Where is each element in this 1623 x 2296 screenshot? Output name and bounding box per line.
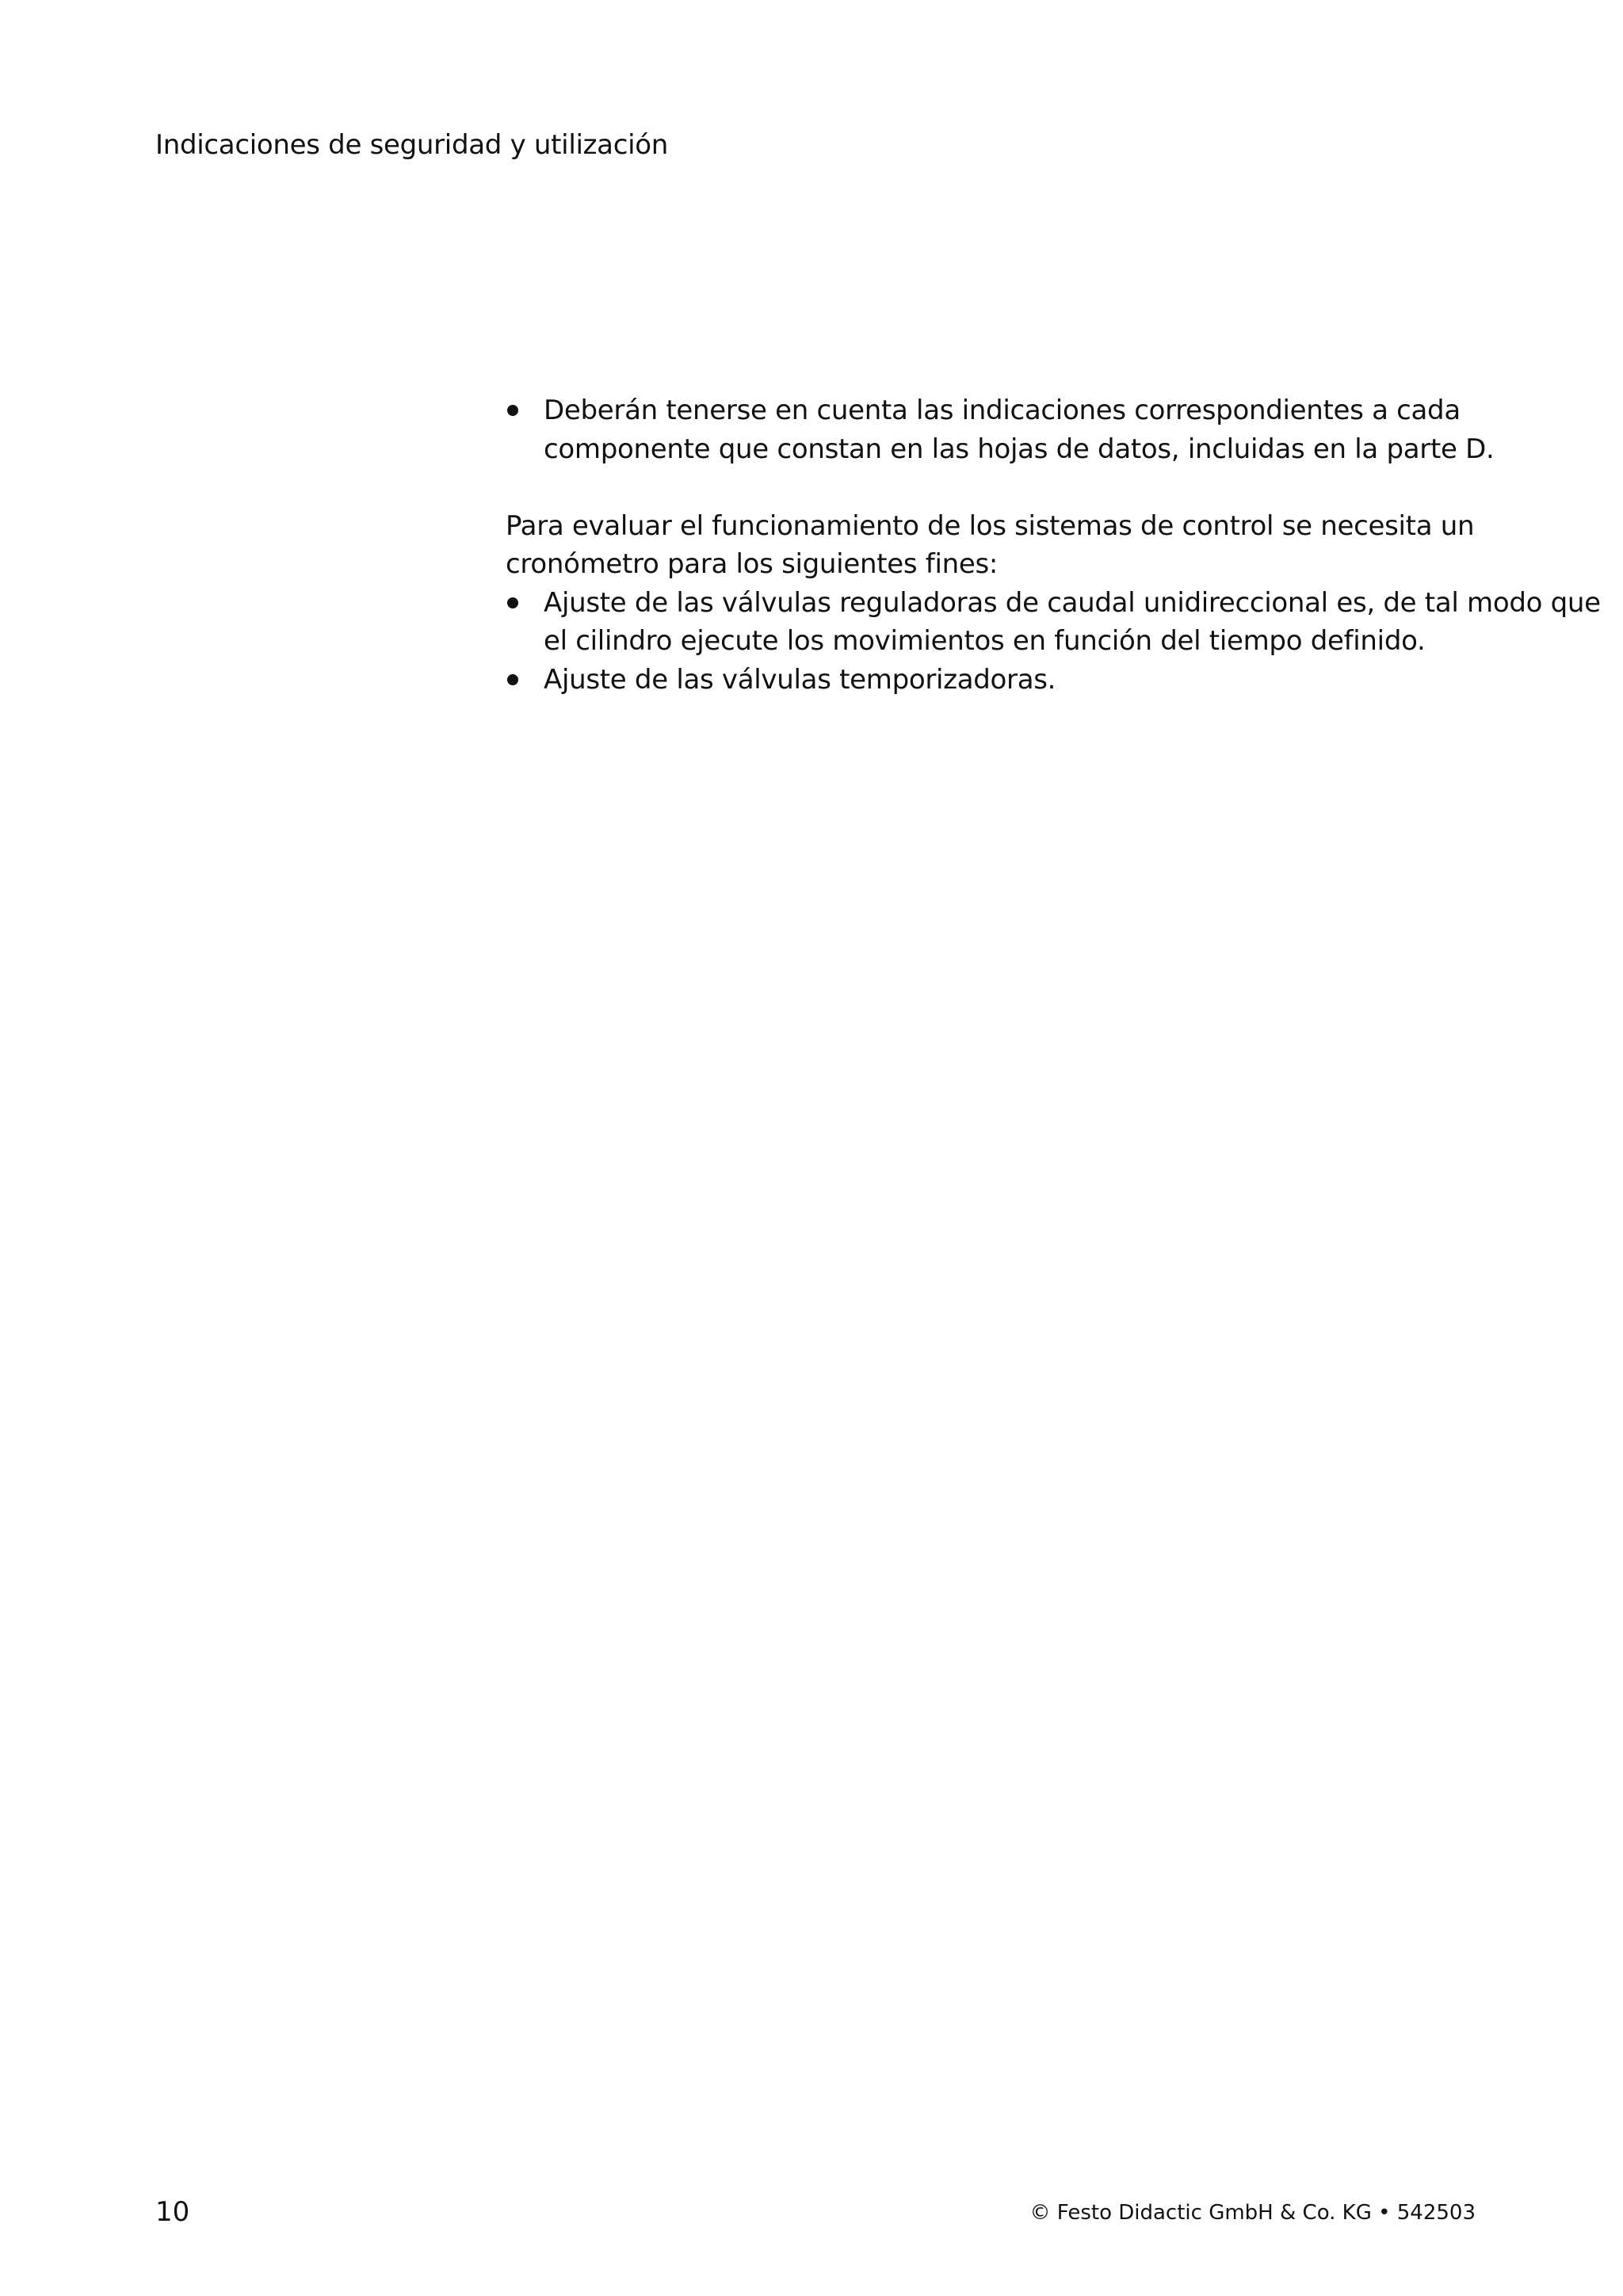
page-header-title: Indicaciones de seguridad y utilización [155, 129, 668, 161]
main-content [506, 391, 1601, 699]
bullet-list-datasheets [506, 391, 1495, 468]
copyright-notice: © Festo Didactic GmbH & Co. KG • 542503 [1029, 2201, 1476, 2225]
list-item [506, 391, 1495, 468]
bullet-icon [507, 597, 518, 608]
list-item [506, 661, 1488, 700]
list-item-line: Ajuste de las válvulas reguladoras de caudal unidireccional es, de tal modo que [544, 586, 1601, 619]
bullet-icon [507, 674, 518, 685]
body-paragraph [506, 507, 1488, 584]
list-item-line: el cilindro ejecute los movimientos en función del tiempo definido. [544, 625, 1426, 657]
page-number: 10 [155, 2196, 190, 2228]
list-item-line: componente que constan en las hojas de datos, incluidas en la parte D. [544, 433, 1495, 465]
paragraph-line: Para evaluar el funcionamiento de los sistemas de control se necesita un [506, 509, 1475, 542]
bullet-list-stopwatch-uses [506, 584, 1601, 700]
bullet-icon [507, 405, 518, 416]
list-item [506, 584, 1601, 661]
paragraph-line: cronómetro para los siguientes fines: [506, 548, 999, 580]
list-item-line: Deberán tenerse en cuenta las indicaciones correspondientes a cada [544, 395, 1461, 426]
list-item-line: Ajuste de las válvulas temporizadoras. [544, 663, 1056, 696]
paragraph-gap [506, 468, 1488, 507]
